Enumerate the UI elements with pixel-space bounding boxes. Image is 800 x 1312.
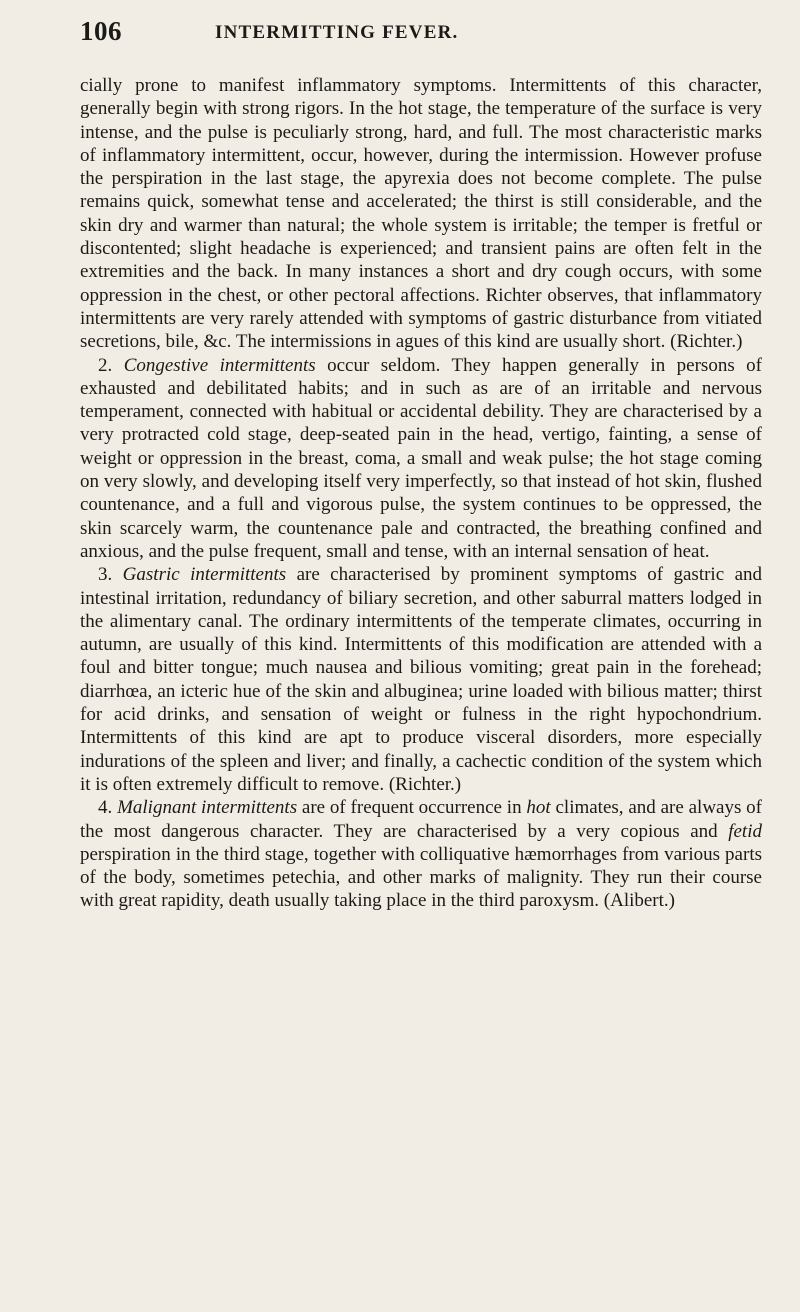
paragraph-text: occur seldom. They happen generally in persons of exhausted and debilitated habits; and in such as are of an irritable and nervous temperament, connected with habitual or accidental debility. They are characterised by a very protracted cold stage, deep-seated pain in the head, vertigo, fainting, a sense of weight or oppression in the breast, coma, a small and weak pulse; the hot stage coming on very slowly, and developing itself very imperfectly, so that instead of hot skin, flushed countenance, and a full and vigorous pulse, the system continues to be oppressed, the skin scarcely warm, the countenance pale and contracted, the breathing confined and anxious, and the pulse frequent, small and tense, with an internal sensation of heat.	[80, 354, 762, 562]
section-term: Gastric intermittents	[122, 564, 287, 586]
section-number: 2.	[98, 354, 113, 376]
section-number: 3.	[98, 564, 113, 586]
section-term: Malignant intermittents	[117, 797, 298, 819]
paragraph-malignant	[80, 796, 762, 912]
paragraph-gastric	[80, 563, 762, 796]
page-number: 106	[80, 16, 122, 46]
section-term: Congestive intermittents	[123, 354, 316, 376]
paragraph-congestive	[80, 354, 762, 564]
emphasis-word: hot	[526, 797, 551, 819]
paragraph-text: are of frequent occurrence in	[301, 797, 522, 819]
paragraph-inflammatory-continued	[80, 74, 762, 354]
paragraph-text: climates, and are always of the most dangerous character. They are characterised by a very copious and	[80, 797, 763, 842]
paragraph-text: are characterised by prominent symptoms of gastric and intestinal irritation, redundancy of biliary secretion, and other saburral matters lodged in the alimentary canal. The ordinary intermittents of the temperate climates, occurring in autumn, are usually of this kind. Intermittents of this modification are attended with a foul and bitter tongue; much nausea and bilious vomiting; great pain in the forehead; diarrhœa, an icteric hue of the skin and albuginea; urine loaded with bilious matter; thirst for acid drinks, and sensation of weight or fulness in the right hypochondrium. Intermittents of this kind are apt to produce visceral disorders, more especially indurations of the spleen and liver; and finally, a cachectic condition of the system which it is often extremely difficult to remove. (Richter.)	[80, 564, 762, 795]
paragraph-text: perspiration in the third stage, together with colliquative hæmorrhages from various parts of the body, sometimes petechia, and other marks of malignity. They run their course with great rapidity, death usually taking place in the third paroxysm. (Alibert.)	[80, 843, 762, 912]
section-number: 4.	[98, 797, 113, 819]
emphasis-word: fetid	[728, 820, 762, 842]
page-header	[80, 16, 760, 46]
paragraph-text: cially prone to manifest inflammatory symptoms. Intermittents of this character, generally begin with strong rigors. In the hot stage, the temperature of the surface is very intense, and the pulse is peculiarly strong, hard, and full. The most characteristic marks of inflammatory intermittent, occur, however, during the intermission. However profuse the perspiration in the last stage, the apyrexia does not become complete. The pulse remains quick, somewhat tense and accelerated; the thirst is still considerable, and the skin dry and warmer than natural; the whole system is irritable; the temper is fretful or discontented; slight headache is experienced; and transient pains are often felt in the extremities and the back. In many instances a short and dry cough occurs, with some oppression in the chest, or other pectoral affections. Richter observes, that inflammatory intermittents are very rarely attended with symptoms of gastric disturbance from vitiated secretions, bile, &c. The intermissions in agues of this kind are usually short. (Richter.)	[80, 75, 762, 353]
running-head: INTERMITTING FEVER.	[215, 22, 459, 43]
body-text	[80, 74, 762, 913]
